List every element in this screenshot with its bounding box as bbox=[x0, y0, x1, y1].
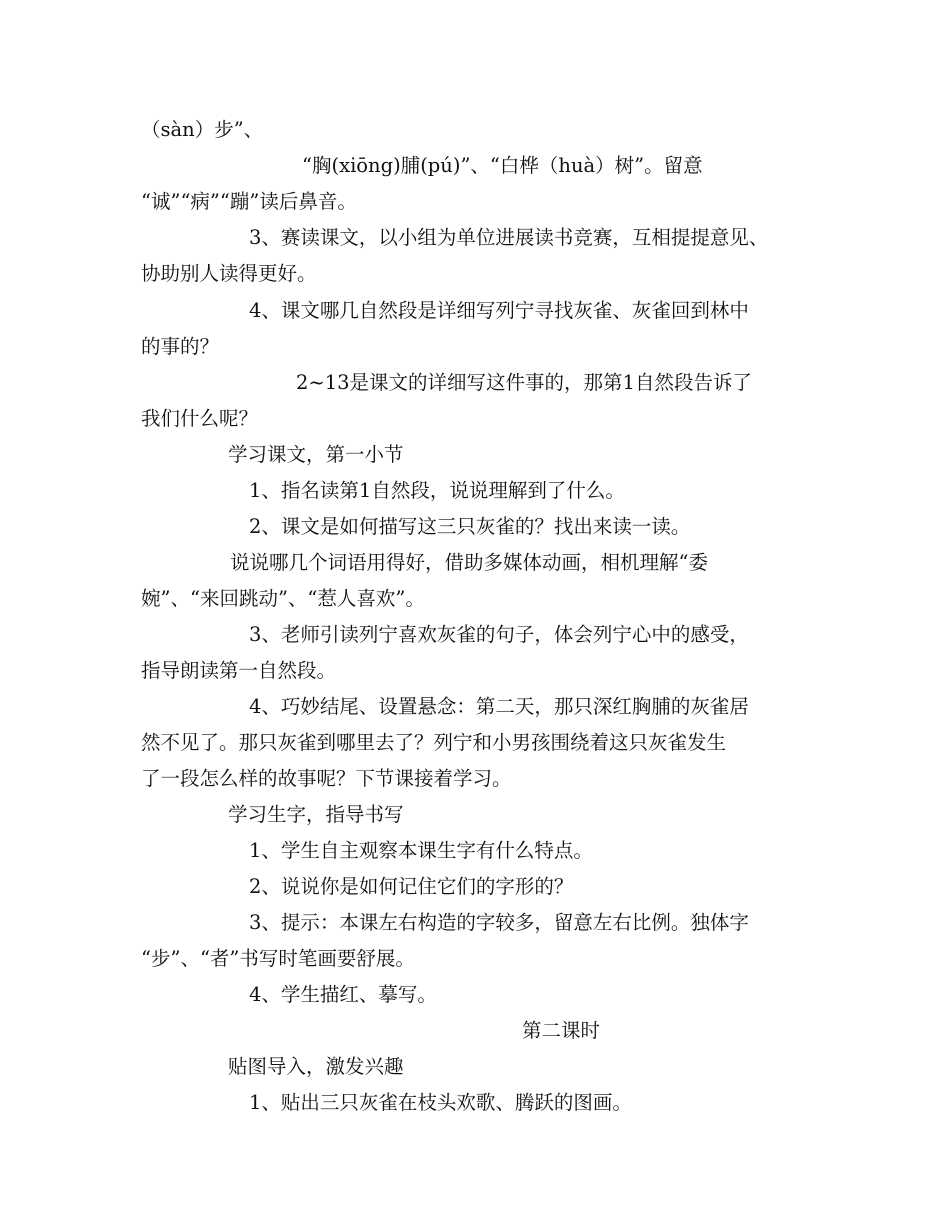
text-line: 1、学生自主观察本课生字有什么特点。 bbox=[249, 839, 593, 862]
text-line: 2、课文是如何描写这三只灰雀的？找出来读一读。 bbox=[249, 515, 691, 538]
text-line: 说说哪几个词语用得好，借助多媒体动画，相机理解“委 bbox=[230, 551, 708, 574]
text-line: “诚”“病”“蹦”读后鼻音。 bbox=[141, 190, 357, 213]
text-line: 3、赛读课文，以小组为单位进展读书竞赛，互相提提意见、 bbox=[249, 226, 769, 249]
section-heading: 贴图导入，激发兴趣 bbox=[228, 1055, 404, 1078]
text-line: （sàn）步”、 bbox=[141, 118, 264, 141]
text-line: 4、巧妙结尾、设置悬念：第二天，那只深红胸脯的灰雀居 bbox=[249, 695, 749, 718]
text-line: 的事的？ bbox=[141, 335, 220, 358]
text-line: 1、贴出三只灰雀在枝头欢歌、腾跃的图画。 bbox=[249, 1091, 632, 1114]
text-line: 4、学生描红、摹写。 bbox=[249, 983, 437, 1006]
text-line: 1、指名读第1自然段，说说理解到了什么。 bbox=[249, 479, 625, 502]
section-heading: 学习课文，第一小节 bbox=[228, 443, 404, 466]
text-line: 3、提示：本课左右构造的字较多，留意左右比例。独体字 bbox=[249, 911, 749, 934]
text-line: 4、课文哪几自然段是详细写列宁寻找灰雀、灰雀回到林中 bbox=[249, 299, 749, 322]
text-line: 婉”、“来回跳动”、“惹人喜欢”。 bbox=[141, 587, 425, 610]
text-line: 2~13是课文的详细写这件事的，那第1自然段告诉了 bbox=[296, 371, 752, 394]
text-line: 指导朗读第一自然段。 bbox=[141, 659, 337, 682]
text-line: 了一段怎么样的故事呢？下节课接着学习。 bbox=[141, 767, 512, 790]
text-line: “胸(xiōng)脯(pú)”、“白桦（huà）树”。留意 bbox=[302, 154, 703, 177]
section-heading: 学习生字，指导书写 bbox=[228, 803, 404, 826]
text-line: 我们什么呢？ bbox=[141, 407, 259, 430]
lesson-heading: 第二课时 bbox=[522, 1019, 601, 1042]
text-line: 3、老师引读列宁喜欢灰雀的句子，体会列宁心中的感受， bbox=[249, 623, 749, 646]
text-line: “步”、“者”书写时笔画要舒展。 bbox=[141, 947, 415, 970]
text-line: 协助别人读得更好。 bbox=[141, 262, 317, 285]
text-line: 然不见了。那只灰雀到哪里去了？列宁和小男孩围绕着这只灰雀发生 bbox=[141, 731, 727, 754]
text-line: 2、说说你是如何记住它们的字形的？ bbox=[249, 875, 574, 898]
